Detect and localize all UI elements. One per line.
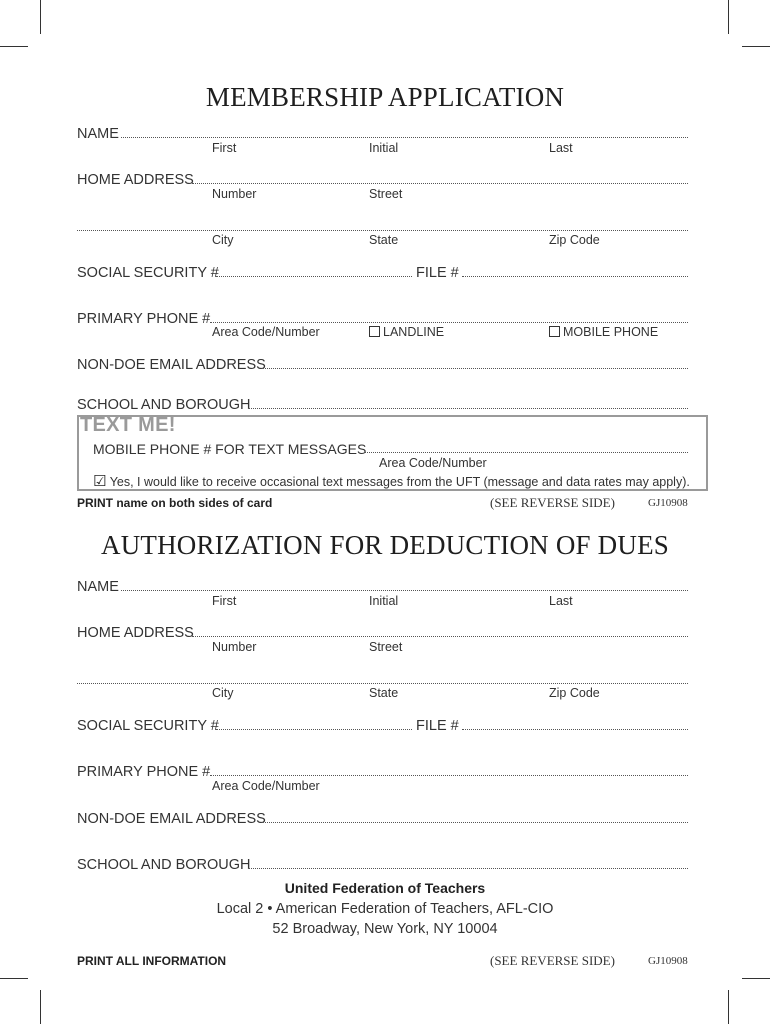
city-caption: City xyxy=(212,233,234,247)
city-state-zip-field[interactable] xyxy=(77,230,688,231)
authorization-title: AUTHORIZATION FOR DEDUCTION OF DUES xyxy=(101,530,669,560)
auth-phone-label: PRIMARY PHONE # xyxy=(77,764,211,780)
membership-title: MEMBERSHIP APPLICATION xyxy=(205,82,565,112)
crop-mark xyxy=(0,46,28,47)
ssn-field[interactable] xyxy=(216,276,412,277)
see-reverse: (SEE REVERSE SIDE) xyxy=(490,495,615,510)
auth-home-address-label: HOME ADDRESS xyxy=(77,625,194,641)
phone-label: PRIMARY PHONE # xyxy=(77,311,211,327)
print-all-note: PRINT ALL INFORMATION xyxy=(77,954,227,968)
auth-city-caption: City xyxy=(212,686,234,700)
initial-caption: Initial xyxy=(369,141,399,155)
auth-ssn-field[interactable] xyxy=(216,729,412,730)
ssn-label: SOCIAL SECURITY # xyxy=(77,265,219,281)
email-label: NON-DOE EMAIL ADDRESS xyxy=(77,357,266,373)
mobile-option[interactable] xyxy=(549,325,658,339)
see-reverse-2: (SEE REVERSE SIDE) xyxy=(490,953,615,968)
consent-label: Yes, I would like to receive occasional text messages from the UFT (message and data rates may apply). xyxy=(109,475,690,489)
print-note: PRINT name on both sides of card xyxy=(77,496,273,510)
landline-option[interactable] xyxy=(369,325,444,339)
name-field[interactable] xyxy=(121,137,688,138)
mobile-checkbox-icon[interactable] xyxy=(549,326,560,337)
crop-mark xyxy=(728,0,729,34)
state-caption: State xyxy=(369,233,399,247)
crop-mark xyxy=(728,990,729,1024)
auth-name-field[interactable] xyxy=(121,590,688,591)
last-caption: Last xyxy=(549,141,573,155)
auth-school-field[interactable] xyxy=(248,868,688,869)
school-field[interactable] xyxy=(248,408,688,409)
phone-field[interactable] xyxy=(210,322,688,323)
auth-school-label: SCHOOL AND BOROUGH xyxy=(77,857,251,873)
checked-checkbox-icon[interactable]: ☑ xyxy=(93,473,107,490)
text-consent[interactable] xyxy=(93,472,690,490)
number-caption: Number xyxy=(212,187,257,201)
union-name: United Federation of Teachers xyxy=(284,880,486,896)
landline-label: LANDLINE xyxy=(383,325,445,339)
auth-state-caption: State xyxy=(369,686,399,700)
union-affiliation: Local 2 • American Federation of Teachers, AFL-CIO xyxy=(216,901,554,917)
text-mobile-label: MOBILE PHONE # FOR TEXT MESSAGES xyxy=(93,441,367,457)
school-label: SCHOOL AND BOROUGH xyxy=(77,397,251,413)
auth-first-caption: First xyxy=(212,594,237,608)
auth-last-caption: Last xyxy=(549,594,573,608)
auth-number-caption: Number xyxy=(212,640,257,654)
form-code-2: GJ10908 xyxy=(648,955,688,967)
file-label: FILE # xyxy=(416,265,459,281)
auth-name-label: NAME xyxy=(77,579,119,595)
crop-mark xyxy=(40,0,41,34)
mobile-label: MOBILE PHONE xyxy=(563,325,659,339)
landline-checkbox-icon[interactable] xyxy=(369,326,380,337)
text-me-title: TEXT ME! xyxy=(80,414,176,436)
email-field[interactable] xyxy=(262,368,688,369)
auth-email-field[interactable] xyxy=(262,822,688,823)
text-mobile-field[interactable] xyxy=(364,452,688,453)
zip-caption: Zip Code xyxy=(549,233,600,247)
name-label: NAME xyxy=(77,126,119,142)
auth-phone-field[interactable] xyxy=(210,775,688,776)
auth-zip-caption: Zip Code xyxy=(549,686,600,700)
crop-mark xyxy=(742,46,770,47)
auth-ssn-label: SOCIAL SECURITY # xyxy=(77,718,219,734)
form-code: GJ10908 xyxy=(648,497,688,509)
auth-email-label: NON-DOE EMAIL ADDRESS xyxy=(77,811,266,827)
area-code-caption: Area Code/Number xyxy=(212,325,320,339)
street-caption: Street xyxy=(369,187,403,201)
auth-home-address-field[interactable] xyxy=(192,636,688,637)
text-area-code-caption: Area Code/Number xyxy=(379,456,487,470)
auth-file-label: FILE # xyxy=(416,718,459,734)
crop-mark xyxy=(742,978,770,979)
home-address-field[interactable] xyxy=(192,183,688,184)
home-address-label: HOME ADDRESS xyxy=(77,172,194,188)
auth-initial-caption: Initial xyxy=(369,594,399,608)
auth-file-field[interactable] xyxy=(462,729,688,730)
file-field[interactable] xyxy=(462,276,688,277)
auth-street-caption: Street xyxy=(369,640,403,654)
auth-city-state-zip-field[interactable] xyxy=(77,683,688,684)
union-address: 52 Broadway, New York, NY 10004 xyxy=(272,921,498,937)
first-caption: First xyxy=(212,141,237,155)
auth-area-code-caption: Area Code/Number xyxy=(212,779,320,793)
crop-mark xyxy=(0,978,28,979)
crop-mark xyxy=(40,990,41,1024)
